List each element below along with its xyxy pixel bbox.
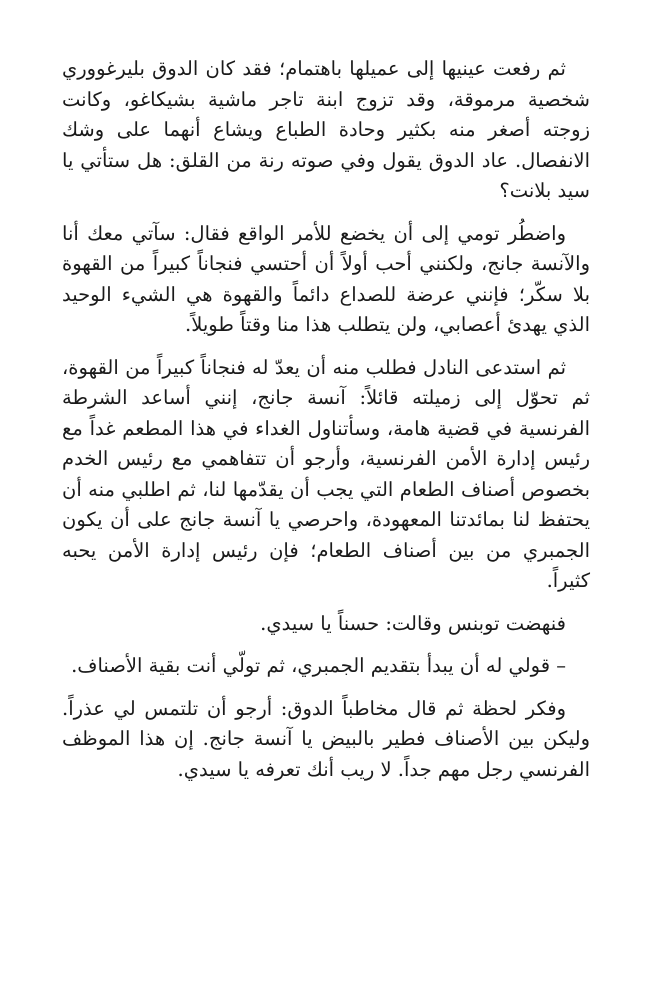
paragraph-tommy-coffee: واضطُر تومي إلى أن يخضع للأمر الواقع فقال: سآتي معك أنا والآنسة جانج، ولكنني أحب أولاً أن أحتسي فنجاناً كبيراً من القهوة بلا سكّر؛ فإنني عرضة للصداع دائماً والقهوة هي الشيء الوحيد الذي يهدئ أعصابي، ولن يتطلب هذا منا وقتاً طويلاً. [62,221,590,336]
paragraph-egg-pie: وفكر لحظة ثم قال مخاطباً الدوق: أرجو أن تلتمس لي عذراً. وليكن بين الأصناف فطير بالبيض يا آنسة جانج. إن هذا الموظف الفرنسي رجل مهم جداً. لا ريب أنك تعرفه يا سيدي. [62,696,590,781]
paragraph-tuppence-reply: فنهضت توبنس وقالت: حسناً يا سيدي. [260,611,566,635]
paragraph-waiter-instructions: ثم استدعى النادل فطلب منه أن يعدّ له فنجاناً كبيراً من القهوة، ثم تحوّل إلى زميلته قائلاً: آنسة جانج، إنني أساعد الشرطة الفرنسية في قضية هامة، وسأتناول الغداء في هذا المطعم غداً مع رئيس إدارة الأمن الفرنسية، وأرجو أن تتفاهمي مع رئيس الخدم بخصوص أصناف الطعام التي يجب أن يقدّمها لنا، ثم اطلبي منه أن يحتفظ لنا بمائدتنا المعهودة، واحرصي يا آنسة جانج على أن يكون الجمبري من بين أصناف الطعام؛ فإن رئيس إدارة الأمن يحبه كثيراً. [62,355,590,592]
paragraph-duke-intro: ثم رفعت عينيها إلى عميلها باهتمام؛ فقد كان الدوق بليرغووري شخصية مرموقة، وقد تزوج ابنة تاجر ماشية بشيكاغو، وكانت زوجته أصغر منه بكثير وحادة الطباع ويشاع أنهما على وشك الانفصال. عاد الدوق يقول وفي صوته رنة من القلق: هل ستأتي يا سيد بلانت؟ [62,57,590,202]
paragraph-shrimp-order: – قولي له أن يبدأ بتقديم الجمبري، ثم تولّي أنت بقية الأصناف. [71,654,566,677]
book-page [62,54,590,797]
